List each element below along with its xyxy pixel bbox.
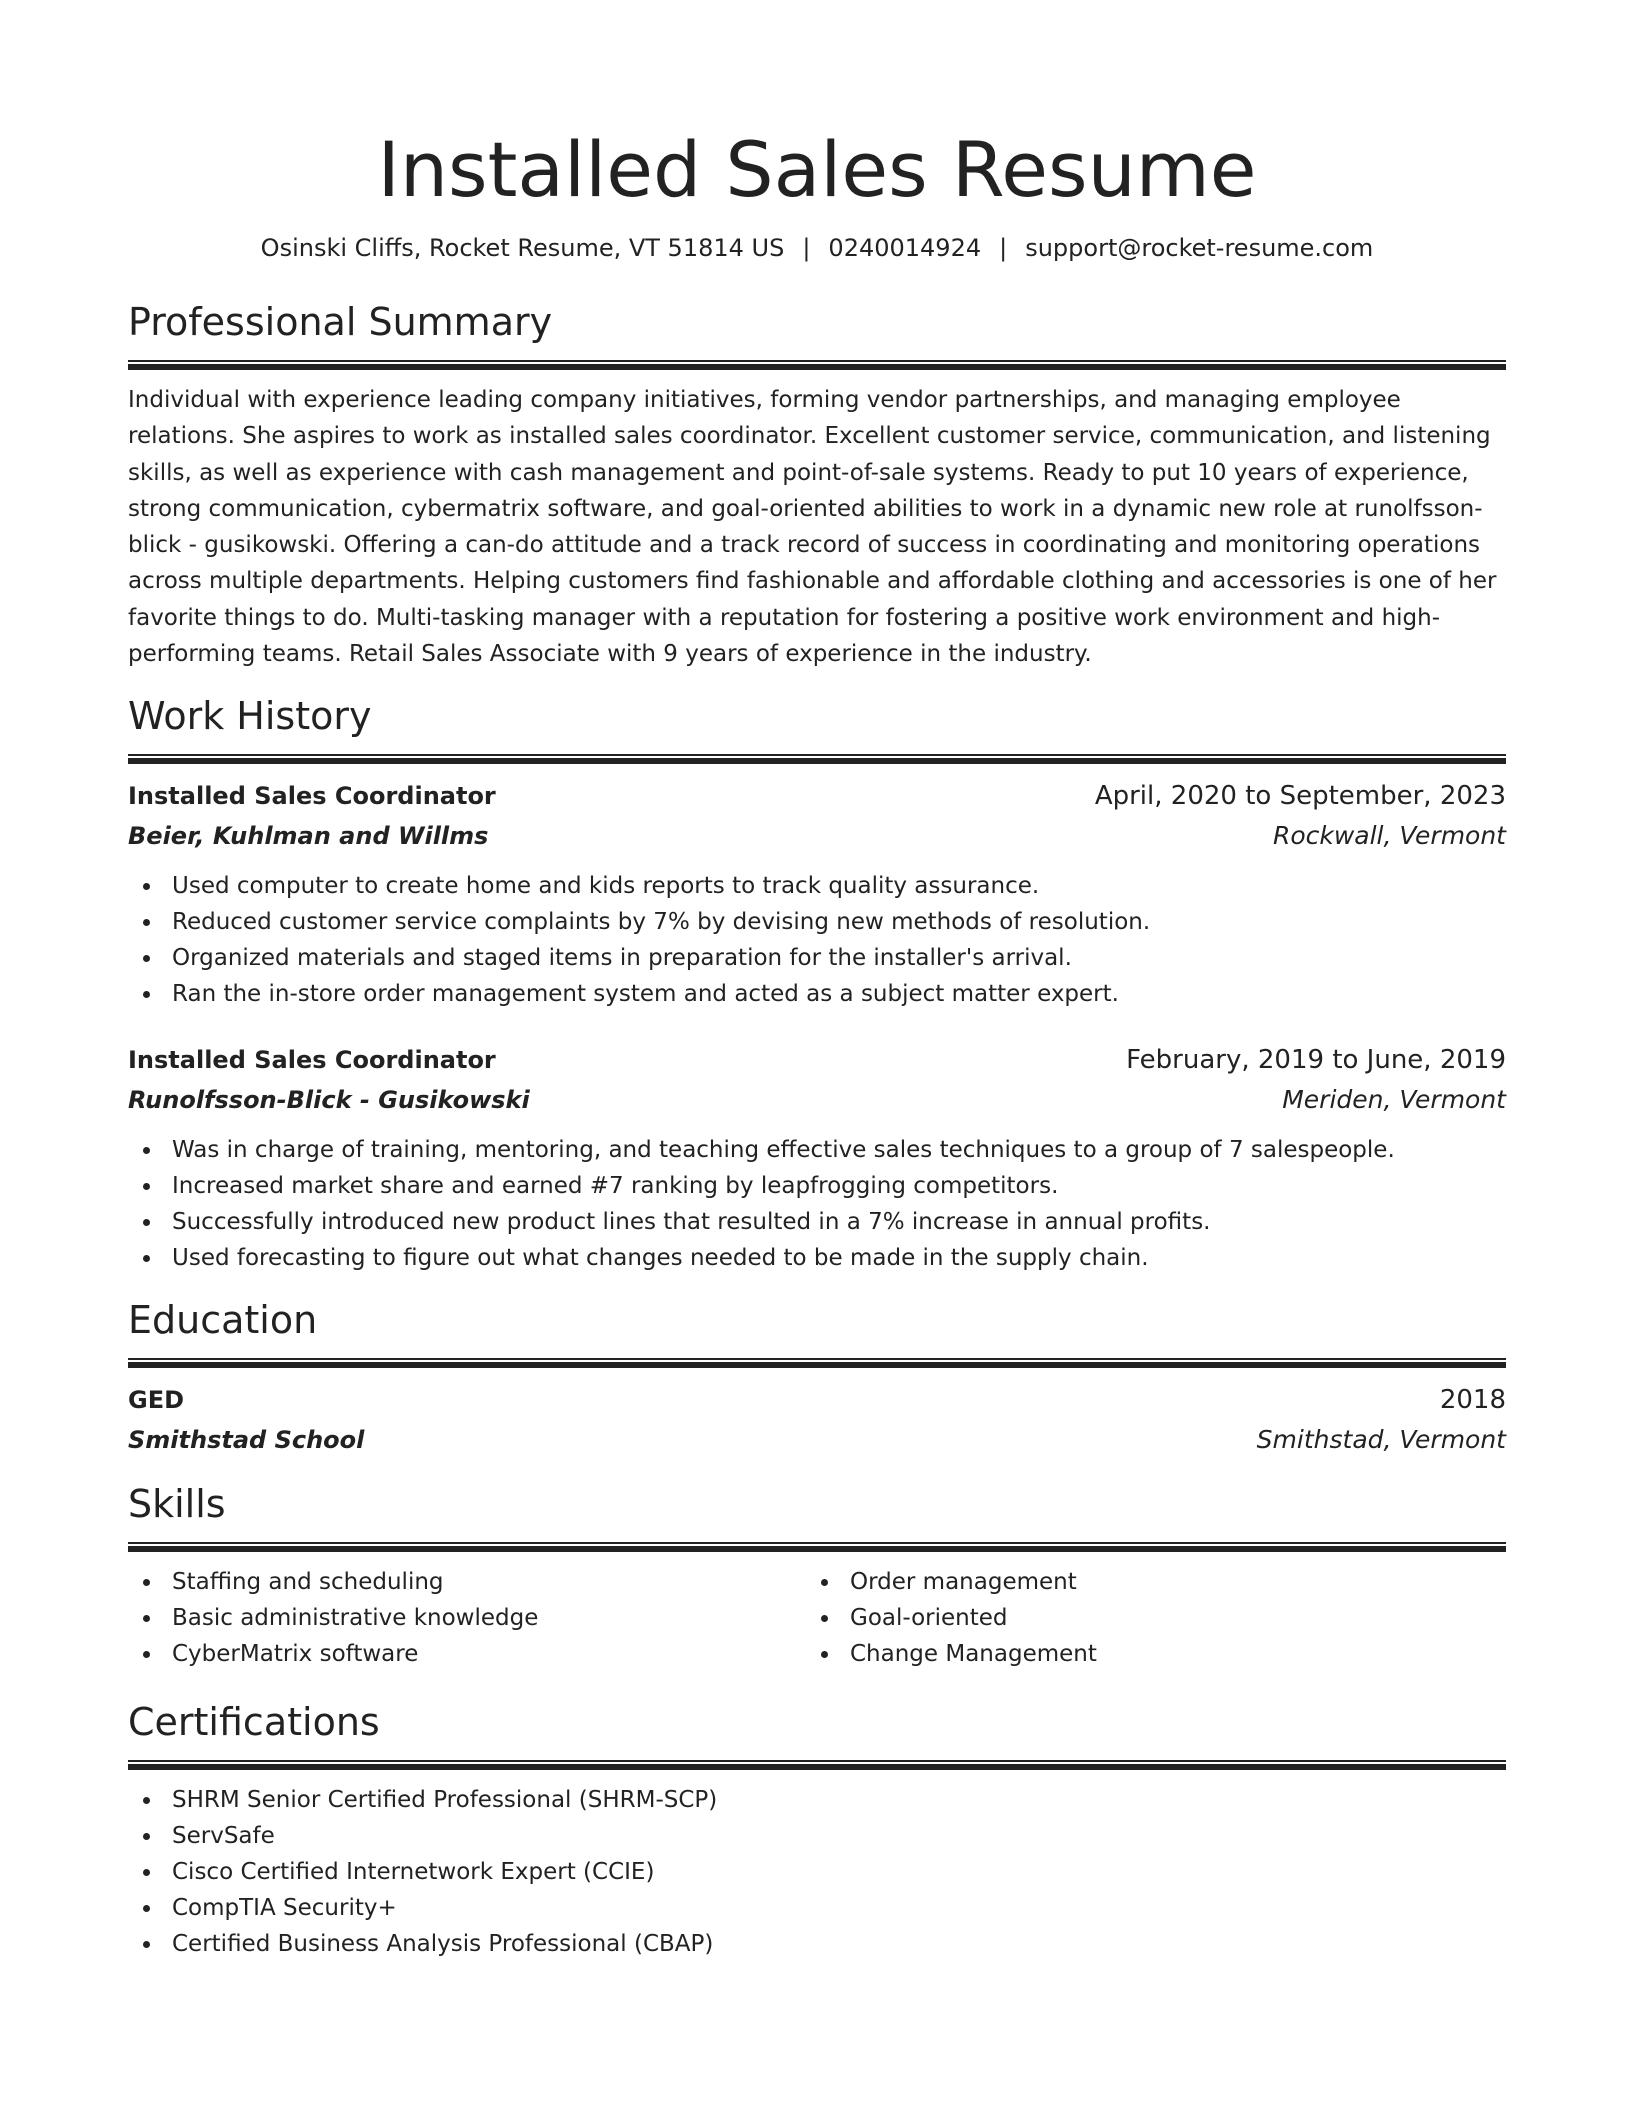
job-entry bbox=[128, 776, 1506, 1012]
list-item: CyberMatrix software bbox=[128, 1636, 806, 1672]
list-item: Goal-oriented bbox=[806, 1600, 1484, 1636]
list-item: Basic administrative knowledge bbox=[128, 1600, 806, 1636]
job-company: Runolfsson-Blick - Gusikowski bbox=[128, 1086, 530, 1115]
contact-phone: 0240014924 bbox=[828, 234, 982, 262]
section-divider bbox=[128, 1542, 1506, 1552]
list-item: Increased market share and earned #7 ranking by leapfrogging competitors. bbox=[128, 1168, 1506, 1204]
summary-text: Individual with experience leading company initiatives, forming vendor partnerships, and managing employee relations. She aspires to work as installed sales coordinator. Excellent customer service, communication, and listening skills, as well as experience with cash management and point-of-sale systems. Ready to put 10 years of experience, strong communication, cybermatrix software, and goal-oriented abilities to work in a dynamic new role at runolfsson-blick - gusikowski. Offering a can-do attitude and a track record of success in coordinating and monitoring operations across multiple departments. Helping customers find fashionable and affordable clothing and accessories is one of her favorite things to do. Multi-tasking manager with a reputation for fostering a positive work environment and high-performing teams. Retail Sales Associate with 9 years of experience in the industry. bbox=[128, 387, 1497, 668]
list-item: Reduced customer service complaints by 7% by devising new methods of resolution. bbox=[128, 904, 1506, 940]
job-title: Installed Sales Coordinator bbox=[128, 1046, 496, 1075]
skills-grid bbox=[128, 1564, 1506, 1672]
list-item: SHRM Senior Certified Professional (SHRM-SCP) bbox=[128, 1782, 1506, 1818]
list-item: Staffing and scheduling bbox=[128, 1564, 806, 1600]
section-divider bbox=[128, 1760, 1506, 1770]
list-item: Order management bbox=[806, 1564, 1484, 1600]
section-divider bbox=[128, 360, 1506, 370]
contact-email[interactable]: support@rocket-resume.com bbox=[1025, 234, 1374, 262]
job-entry bbox=[128, 1040, 1506, 1276]
section-heading-education: Education bbox=[128, 1298, 318, 1343]
section-heading-certifications: Certifications bbox=[128, 1700, 380, 1745]
section-divider bbox=[128, 754, 1506, 764]
education-location: Smithstad, Vermont bbox=[1256, 1425, 1506, 1455]
education-entry bbox=[128, 1380, 1506, 1460]
education-header-row bbox=[128, 1380, 1506, 1420]
job-dates: April, 2020 to September, 2023 bbox=[1094, 781, 1506, 812]
contact-line bbox=[128, 232, 1506, 264]
section-heading-work: Work History bbox=[128, 694, 372, 739]
section-divider bbox=[128, 1358, 1506, 1368]
job-company: Beier, Kuhlman and Willms bbox=[128, 822, 489, 851]
skills-column-right bbox=[806, 1564, 1484, 1672]
list-item: Successfully introduced new product lines that resulted in a 7% increase in annual profits. bbox=[128, 1204, 1506, 1240]
list-item: CompTIA Security+ bbox=[128, 1890, 1506, 1926]
certifications-section bbox=[128, 1698, 1506, 1962]
contact-separator: | bbox=[999, 234, 1008, 262]
list-item: Certified Business Analysis Professional (CBAP) bbox=[128, 1926, 1506, 1962]
job-company-row bbox=[128, 1080, 1506, 1120]
job-header-row bbox=[128, 776, 1506, 816]
summary-section bbox=[128, 298, 1506, 672]
certifications-list bbox=[128, 1782, 1506, 1962]
skills-column-left bbox=[128, 1564, 806, 1672]
resume-title: Installed Sales Resume bbox=[377, 125, 1257, 214]
list-item: Used forecasting to figure out what changes needed to be made in the supply chain. bbox=[128, 1240, 1506, 1276]
contact-address: Osinski Cliffs, Rocket Resume, VT 51814 US bbox=[260, 234, 785, 262]
section-heading-summary: Professional Summary bbox=[128, 300, 553, 344]
section-heading-skills: Skills bbox=[128, 1482, 226, 1527]
job-dates: February, 2019 to June, 2019 bbox=[1126, 1045, 1506, 1076]
contact-separator: | bbox=[802, 234, 811, 262]
list-item: Was in charge of training, mentoring, and teaching effective sales techniques to a group of 7 salespeople. bbox=[128, 1132, 1506, 1168]
list-item: Cisco Certified Internetwork Expert (CCIE) bbox=[128, 1854, 1506, 1890]
job-location: Rockwall, Vermont bbox=[1272, 821, 1506, 851]
job-bullets bbox=[128, 1132, 1506, 1276]
job-company-row bbox=[128, 816, 1506, 856]
list-item: Organized materials and staged items in preparation for the installer's arrival. bbox=[128, 940, 1506, 976]
work-section bbox=[128, 692, 1506, 1276]
education-school: Smithstad School bbox=[128, 1426, 365, 1455]
education-degree: GED bbox=[128, 1386, 185, 1415]
list-item: Used computer to create home and kids reports to track quality assurance. bbox=[128, 868, 1506, 904]
job-header-row bbox=[128, 1040, 1506, 1080]
skills-section bbox=[128, 1480, 1506, 1672]
education-section bbox=[128, 1296, 1506, 1460]
list-item: Change Management bbox=[806, 1636, 1484, 1672]
list-item: Ran the in-store order management system and acted as a subject matter expert. bbox=[128, 976, 1506, 1012]
education-school-row bbox=[128, 1420, 1506, 1460]
job-location: Meriden, Vermont bbox=[1282, 1085, 1506, 1115]
list-item: ServSafe bbox=[128, 1818, 1506, 1854]
job-title: Installed Sales Coordinator bbox=[128, 782, 496, 811]
job-bullets bbox=[128, 868, 1506, 1012]
education-year: 2018 bbox=[1439, 1385, 1506, 1416]
